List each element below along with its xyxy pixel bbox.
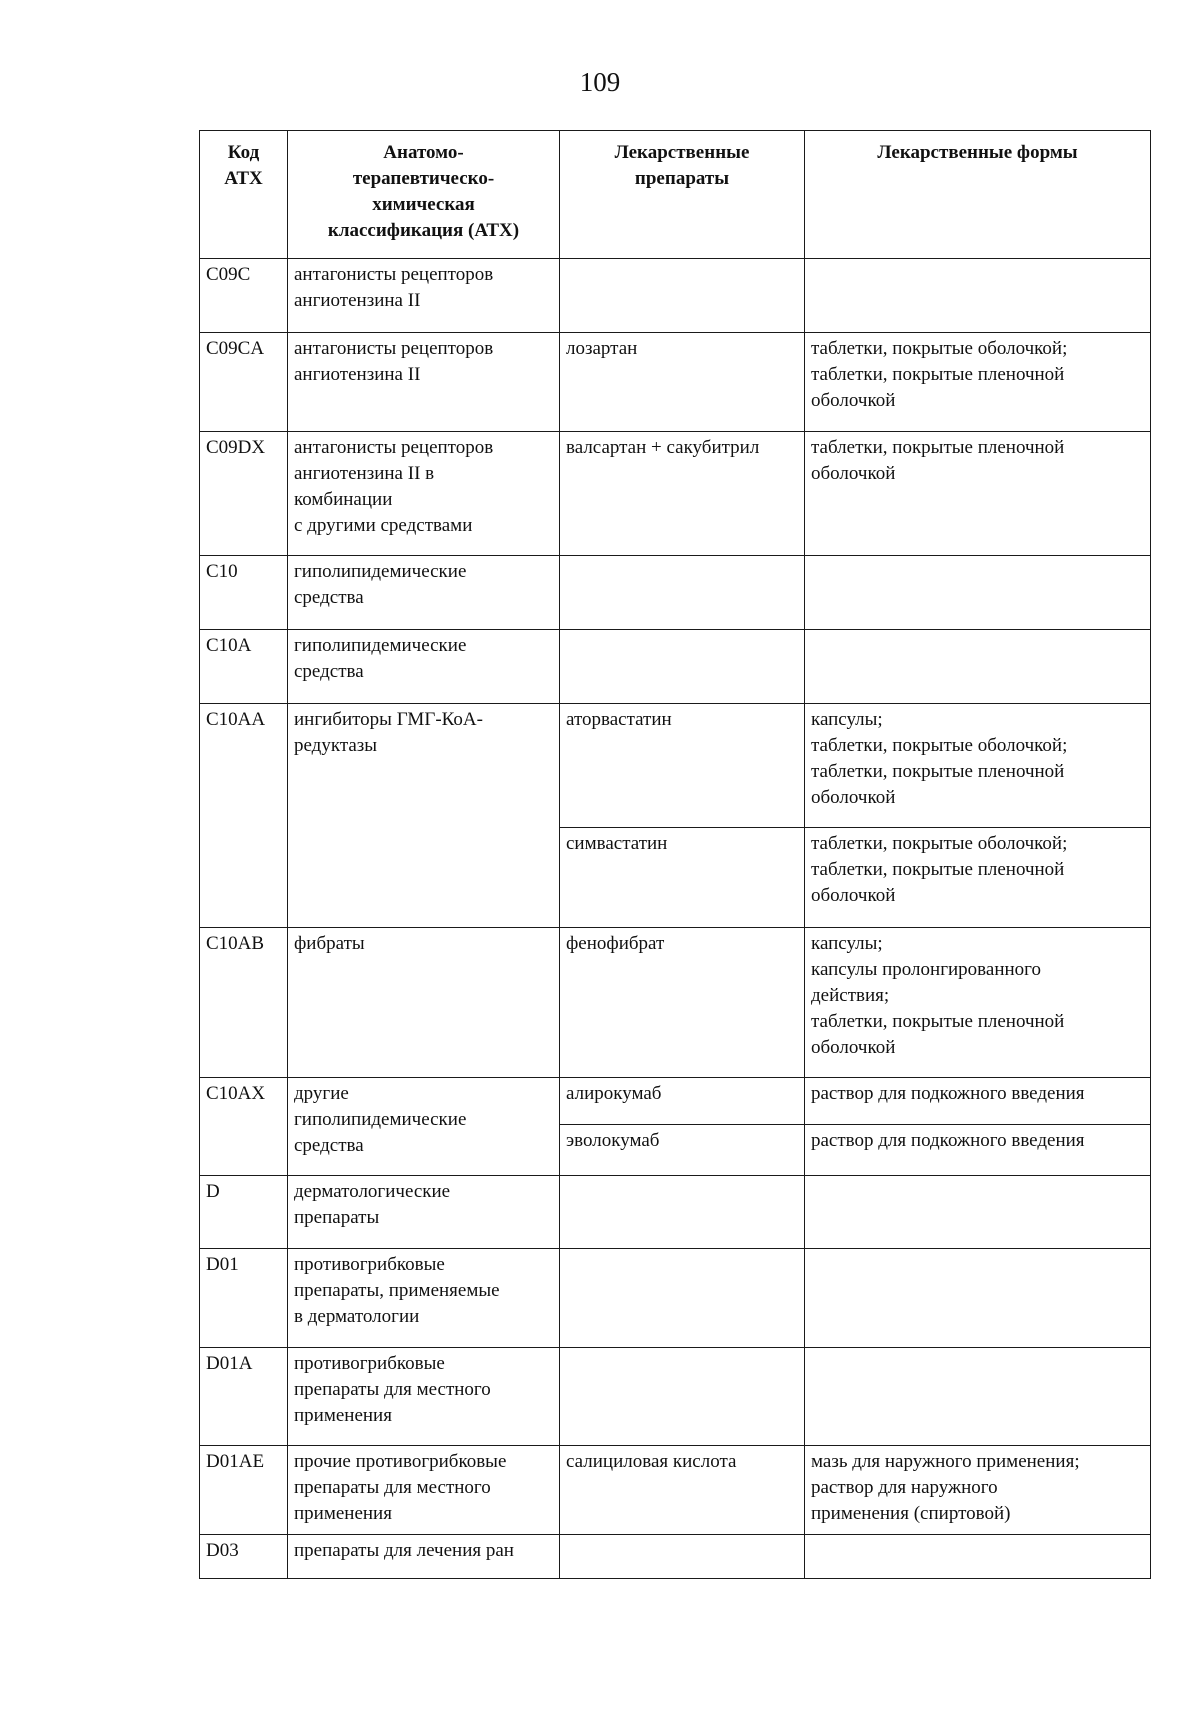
cell-form: таблетки, покрытые оболочкой; таблетки, покрытые пленочной оболочкой xyxy=(805,333,1151,432)
cell-code: C10A xyxy=(200,630,288,704)
cell-drug xyxy=(560,1348,805,1446)
cell-drug: алирокумаб xyxy=(560,1078,805,1125)
cell-classification: дерматологические препараты xyxy=(288,1176,560,1249)
cell-drug xyxy=(560,1249,805,1348)
cell-code: C10AB xyxy=(200,928,288,1078)
cell-drug xyxy=(560,259,805,333)
header-code: Код АТХ xyxy=(200,131,288,259)
cell-classification: ингибиторы ГМГ-КоА- редуктазы xyxy=(288,704,560,928)
table-row xyxy=(200,1249,1151,1348)
cell-form: раствор для подкожного введения xyxy=(805,1125,1151,1176)
table-row xyxy=(200,1078,1151,1125)
cell-drug xyxy=(560,1176,805,1249)
cell-form xyxy=(805,259,1151,333)
cell-code: C09DX xyxy=(200,432,288,556)
table-row xyxy=(200,333,1151,432)
cell-drug: аторвастатин xyxy=(560,704,805,828)
cell-drug: симвастатин xyxy=(560,828,805,928)
header-drugs: Лекарственные препараты xyxy=(560,131,805,259)
table-header-row xyxy=(200,131,1151,259)
cell-drug: эволокумаб xyxy=(560,1125,805,1176)
cell-form xyxy=(805,556,1151,630)
cell-form: капсулы; таблетки, покрытые оболочкой; таблетки, покрытые пленочной оболочкой xyxy=(805,704,1151,828)
cell-code: D xyxy=(200,1176,288,1249)
cell-code: C10AX xyxy=(200,1078,288,1176)
cell-drug xyxy=(560,1535,805,1579)
cell-code: D03 xyxy=(200,1535,288,1579)
cell-drug xyxy=(560,630,805,704)
cell-drug: салициловая кислота xyxy=(560,1446,805,1535)
cell-classification: противогрибковые препараты, применяемые в дерматологии xyxy=(288,1249,560,1348)
cell-form xyxy=(805,1535,1151,1579)
cell-form: таблетки, покрытые пленочной оболочкой xyxy=(805,432,1151,556)
header-forms: Лекарственные формы xyxy=(805,131,1151,259)
cell-form: таблетки, покрытые оболочкой; таблетки, покрытые пленочной оболочкой xyxy=(805,828,1151,928)
cell-code: C10 xyxy=(200,556,288,630)
table-row xyxy=(200,432,1151,556)
table-row xyxy=(200,928,1151,1078)
cell-classification: прочие противогрибковые препараты для местного применения xyxy=(288,1446,560,1535)
atc-table xyxy=(199,130,1151,1579)
cell-form xyxy=(805,1348,1151,1446)
cell-classification: антагонисты рецепторов ангиотензина II xyxy=(288,333,560,432)
header-classification: Анатомо- терапевтическо- химическая классификация (АТХ) xyxy=(288,131,560,259)
cell-classification: гиполипидемические средства xyxy=(288,556,560,630)
table-row xyxy=(200,1176,1151,1249)
cell-form xyxy=(805,1249,1151,1348)
cell-code: D01AE xyxy=(200,1446,288,1535)
cell-classification: противогрибковые препараты для местного применения xyxy=(288,1348,560,1446)
cell-classification: фибраты xyxy=(288,928,560,1078)
cell-code: C10AA xyxy=(200,704,288,928)
cell-classification: антагонисты рецепторов ангиотензина II в комбинации с другими средствами xyxy=(288,432,560,556)
cell-code: C09C xyxy=(200,259,288,333)
cell-drug: лозартан xyxy=(560,333,805,432)
cell-code: D01 xyxy=(200,1249,288,1348)
cell-form: раствор для подкожного введения xyxy=(805,1078,1151,1125)
cell-classification: другие гиполипидемические средства xyxy=(288,1078,560,1176)
cell-code: D01A xyxy=(200,1348,288,1446)
table-row xyxy=(200,704,1151,828)
page-number: 109 xyxy=(579,67,621,97)
cell-form: мазь для наружного применения; раствор для наружного применения (спиртовой) xyxy=(805,1446,1151,1535)
table-row xyxy=(200,556,1151,630)
cell-drug xyxy=(560,556,805,630)
table-row xyxy=(200,1348,1151,1446)
cell-classification: гиполипидемические средства xyxy=(288,630,560,704)
cell-classification: антагонисты рецепторов ангиотензина II xyxy=(288,259,560,333)
cell-form: капсулы; капсулы пролонгированного действия; таблетки, покрытые пленочной оболочкой xyxy=(805,928,1151,1078)
cell-drug: валсартан + сакубитрил xyxy=(560,432,805,556)
table-row xyxy=(200,1446,1151,1535)
cell-drug: фенофибрат xyxy=(560,928,805,1078)
table-row xyxy=(200,259,1151,333)
cell-code: C09CA xyxy=(200,333,288,432)
cell-form xyxy=(805,630,1151,704)
table-row xyxy=(200,630,1151,704)
table-row xyxy=(200,1535,1151,1579)
cell-form xyxy=(805,1176,1151,1249)
cell-classification: препараты для лечения ран xyxy=(288,1535,560,1579)
